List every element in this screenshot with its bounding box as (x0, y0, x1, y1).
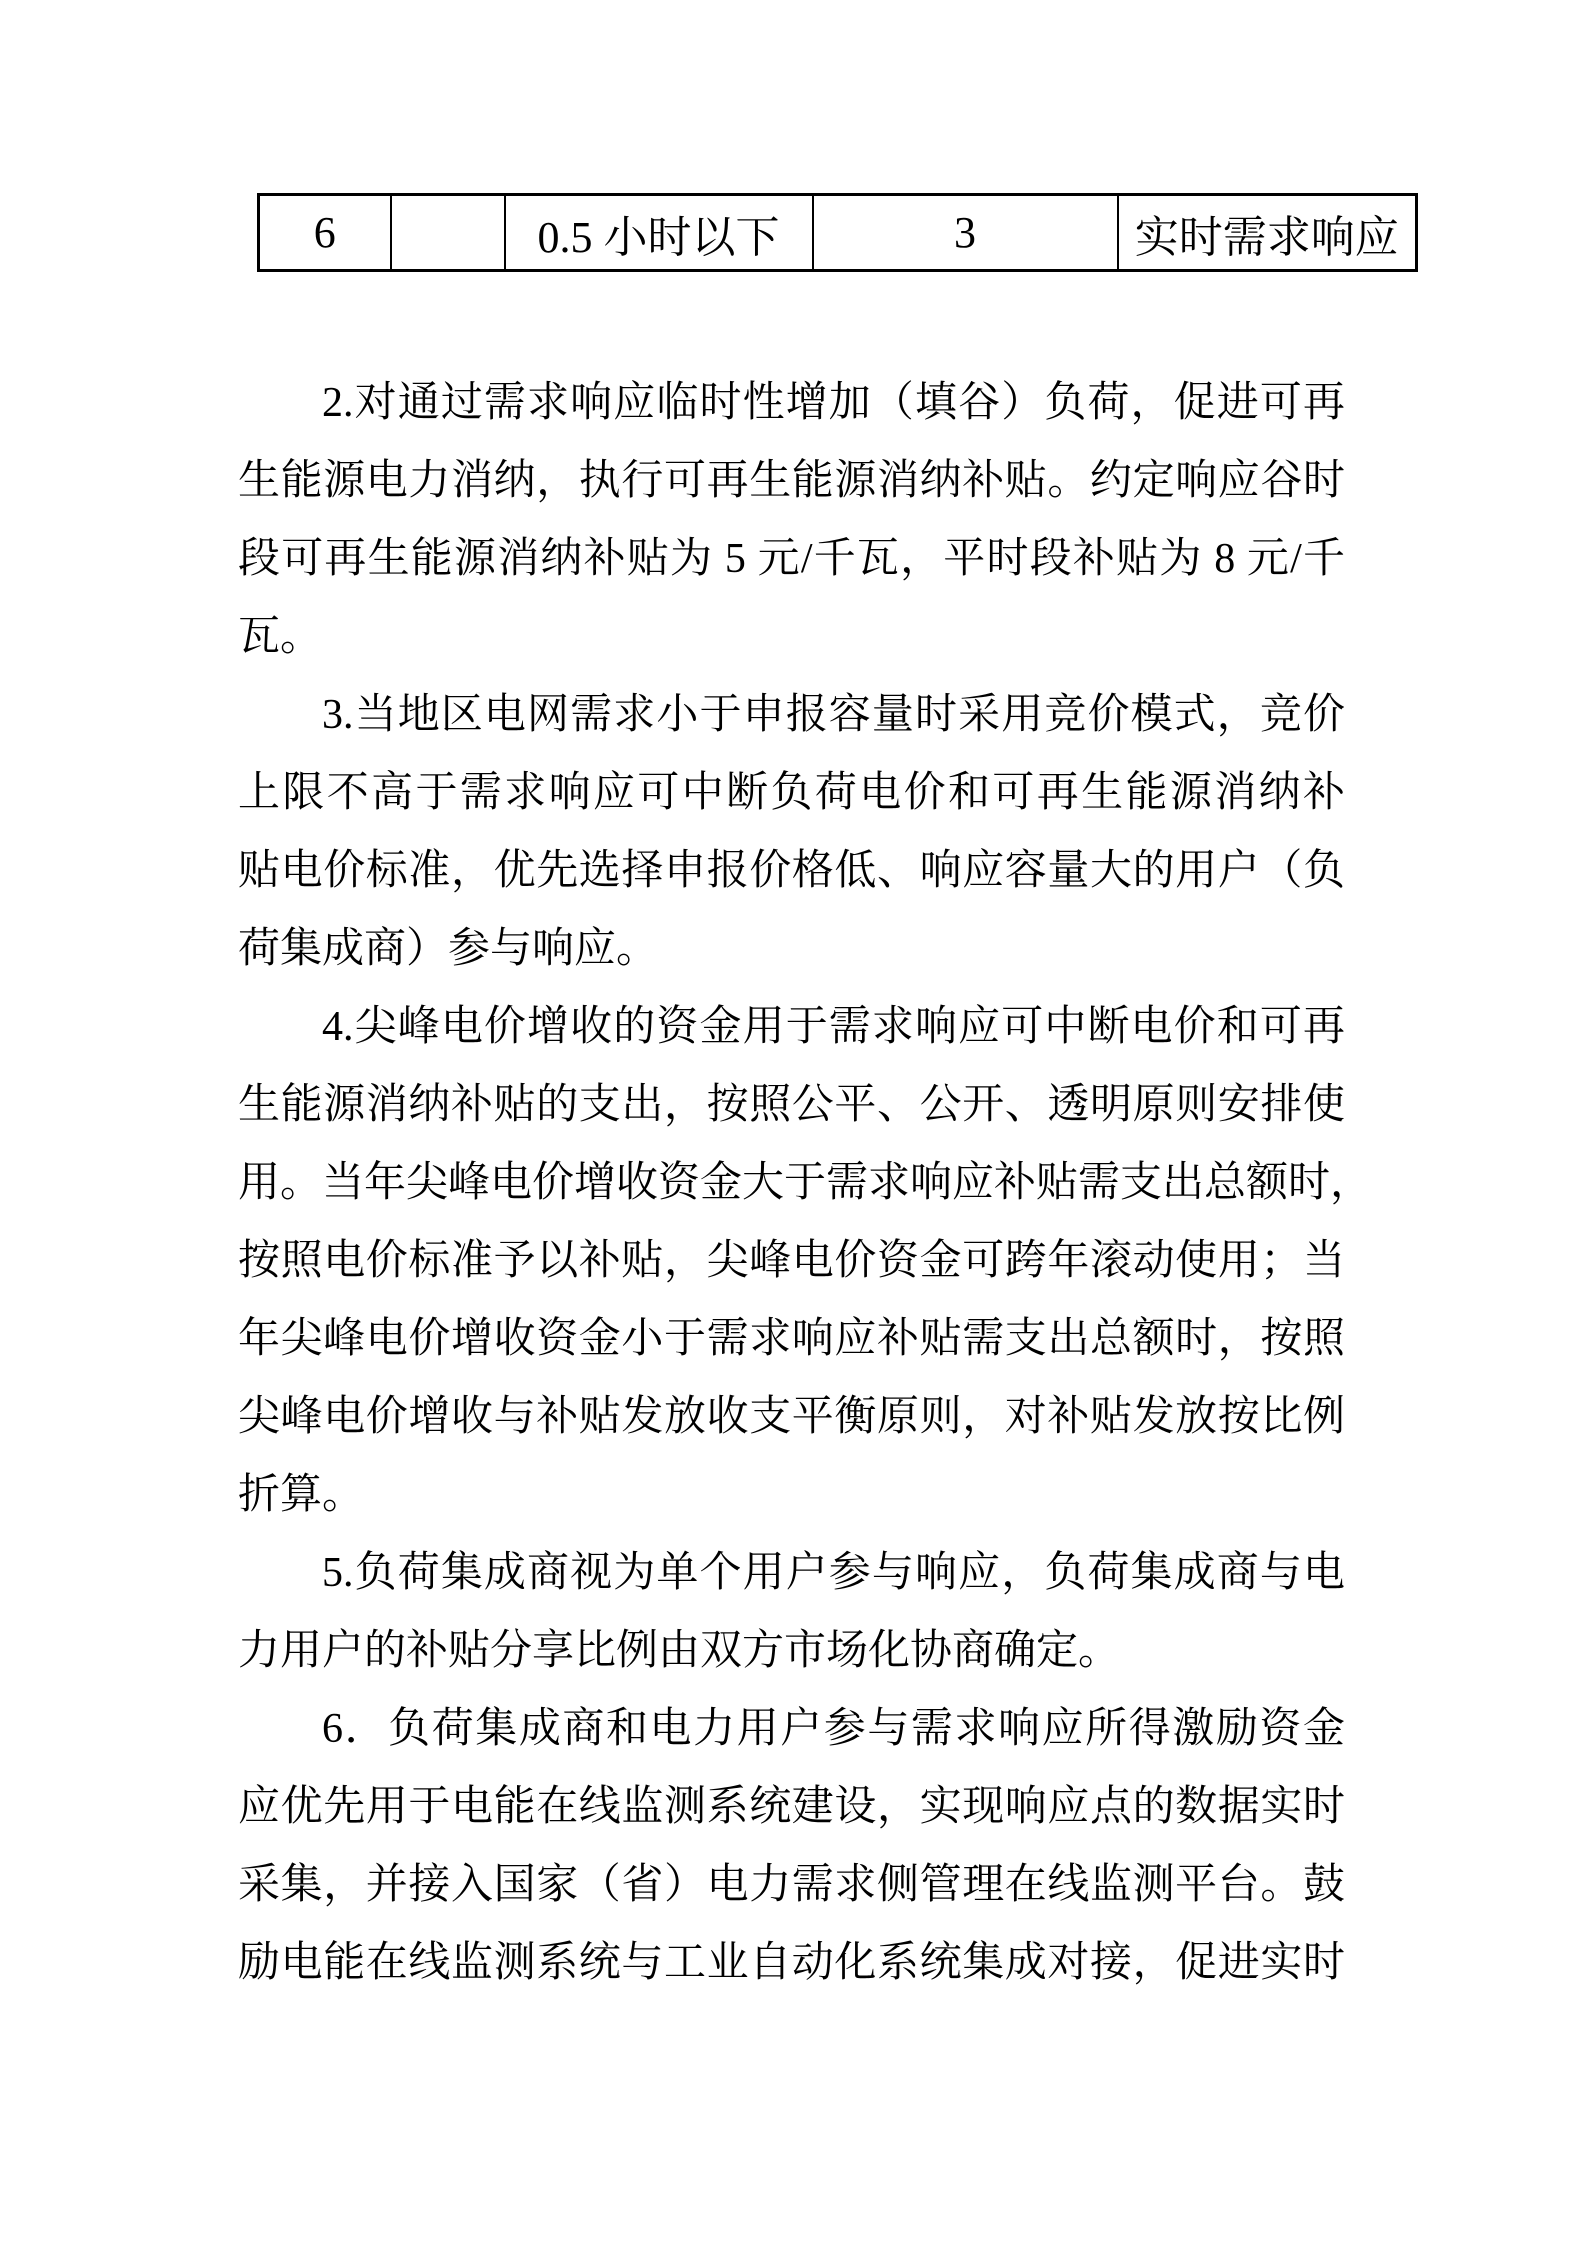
table-cell-empty (391, 195, 505, 271)
text-line: 6．负荷集成商和电力用户参与需求响应所得激励资金 (322, 1706, 1345, 1752)
text-line: 段可再生能源消纳补贴为 5 元/千瓦，平时段补贴为 8 元/千 (238, 536, 1345, 582)
table-cell-duration: 0.5 小时以下 (505, 195, 813, 271)
text-line: 年尖峰电价增收资金小于需求响应补贴需支出总额时，按照 (238, 1316, 1345, 1362)
text-line: 4.尖峰电价增收的资金用于需求响应可中断电价和可再 (322, 1004, 1345, 1050)
text-line: 5.负荷集成商视为单个用户参与响应，负荷集成商与电 (322, 1550, 1345, 1596)
table-cell-index: 6 (259, 195, 391, 271)
text-line: 2.对通过需求响应临时性增加（填谷）负荷，促进可再 (322, 380, 1345, 426)
paragraph-3 (238, 676, 1345, 988)
text-line: 荷集成商）参与响应。 (238, 926, 659, 972)
text-line: 3.当地区电网需求小于申报容量时采用竞价模式，竞价 (322, 692, 1345, 738)
text-line: 折算。 (238, 1472, 365, 1518)
table-cell-hours: 3 (813, 195, 1118, 271)
text-line: 应优先用于电能在线监测系统建设，实现响应点的数据实时 (238, 1784, 1345, 1830)
response-duration-table (257, 193, 1418, 272)
paragraph-4 (238, 988, 1373, 1534)
paragraph-2 (238, 364, 1345, 676)
table-cell-response-type: 实时需求响应 (1118, 195, 1417, 271)
paragraph-5 (238, 1534, 1345, 1690)
text-line: 按照电价标准予以补贴，尖峰电价资金可跨年滚动使用；当 (238, 1238, 1345, 1284)
text-line: 贴电价标准，优先选择申报价格低、响应容量大的用户（负 (238, 848, 1345, 894)
text-line: 用。当年尖峰电价增收资金大于需求响应补贴需支出总额时， (238, 1160, 1373, 1206)
text-line: 力用户的补贴分享比例由双方市场化协商确定。 (238, 1628, 1121, 1674)
text-line: 上限不高于需求响应可中断负荷电价和可再生能源消纳补 (238, 770, 1345, 816)
text-line: 生能源电力消纳，执行可再生能源消纳补贴。约定响应谷时 (238, 458, 1345, 504)
text-line: 励电能在线监测系统与工业自动化系统集成对接，促进实时 (238, 1940, 1345, 1986)
document-body (238, 364, 1373, 2002)
text-line: 瓦。 (238, 614, 323, 660)
text-line: 尖峰电价增收与补贴发放收支平衡原则，对补贴发放按比例 (238, 1394, 1345, 1440)
text-line: 采集，并接入国家（省）电力需求侧管理在线监测平台。鼓 (238, 1862, 1345, 1908)
text-line: 生能源消纳补贴的支出，按照公平、公开、透明原则安排使 (238, 1082, 1345, 1128)
table-row (259, 195, 1417, 271)
paragraph-6 (238, 1690, 1345, 2002)
